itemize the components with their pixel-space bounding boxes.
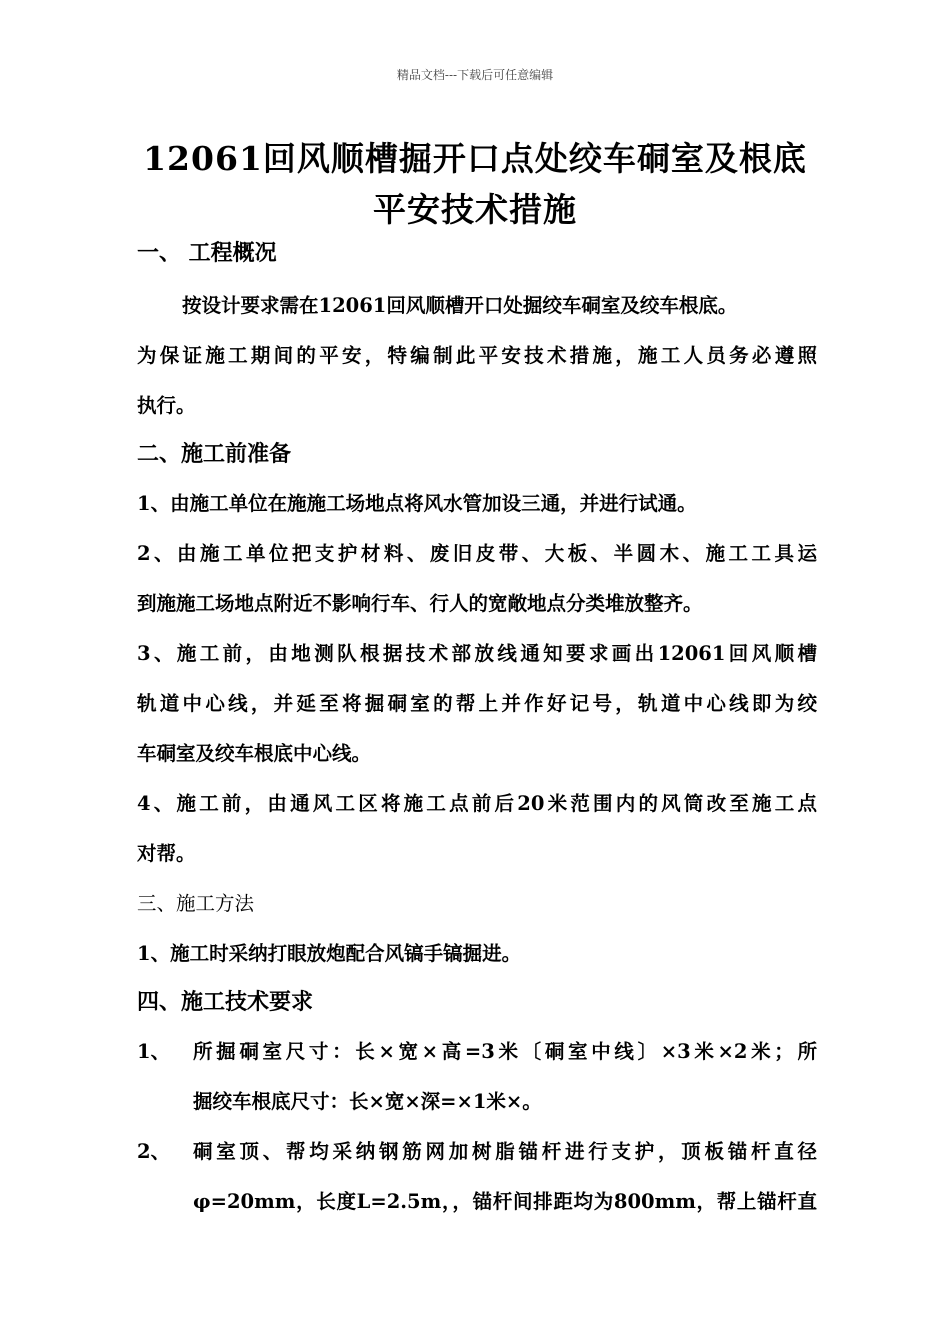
section-4-item-2-line-2: φ=20mm，长度L=2.5m，，锚杆间排距均为800mm，帮上锚杆直: [193, 1190, 817, 1213]
section-1-text-line-1: 按设计要求需在12061回风顺槽开口处掘绞车硐室及绞车根底。: [182, 294, 738, 317]
section-3-item-1: 1、施工时采纳打眼放炮配合风镐手镐掘进。: [137, 942, 522, 965]
section-2-heading: 二、施工前准备: [137, 441, 292, 467]
section-4-item-2-number: 2、: [137, 1140, 171, 1163]
section-2-item-1: 1、由施工单位在施施工场地点将风水管加设三通，并进行试通。: [137, 492, 697, 515]
section-4-item-2-line-1: 硐室顶、帮均采纳钢筋网加树脂锚杆进行支护，顶板锚杆直径: [193, 1140, 817, 1163]
section-1-text-line-3: 执行。: [137, 394, 196, 417]
section-1-heading: 一、 工程概况: [137, 240, 277, 266]
section-2-item-4-line-1: 4、施工前，由通风工区将施工点前后20米范围内的风筒改至施工点: [137, 792, 817, 815]
section-4-item-1-line-2: 掘绞车根底尺寸：长×宽×深=×1米×。: [193, 1090, 542, 1113]
section-4-item-1-number: 1、: [137, 1040, 171, 1063]
section-2-item-4-line-2: 对帮。: [137, 842, 196, 865]
section-2-item-3-line-3: 车硐室及绞车根底中心线。: [137, 742, 372, 765]
section-2-item-3-line-2: 轨道中心线，并延至将掘硐室的帮上并作好记号，轨道中心线即为绞: [137, 692, 817, 715]
section-2-item-3-line-1: 3、施工前，由地测队根据技术部放线通知要求画出12061回风顺槽: [137, 642, 817, 665]
page-header: 精品文档---下载后可任意编辑: [396, 68, 554, 82]
section-2-item-2-line-2: 到施施工场地点附近不影响行车、行人的宽敞地点分类堆放整齐。: [137, 592, 703, 615]
document-title-line-1: 12061回风顺槽掘开口点处绞车硐室及根底: [143, 139, 807, 178]
section-2-item-2-line-1: 2、由施工单位把支护材料、废旧皮带、大板、半圆木、施工工具运: [137, 542, 817, 565]
section-3-heading: 三、施工方法: [137, 892, 255, 915]
section-4-heading: 四、施工技术要求: [137, 989, 314, 1015]
document-title-line-2: 平安技术措施: [373, 190, 577, 229]
section-4-item-1-line-1: 所掘硐室尺寸：长×宽×高=3米〔硐室中线〕×3米×2米；所: [193, 1040, 817, 1063]
section-1-text-line-2: 为保证施工期间的平安，特编制此平安技术措施，施工人员务必遵照: [137, 344, 817, 367]
